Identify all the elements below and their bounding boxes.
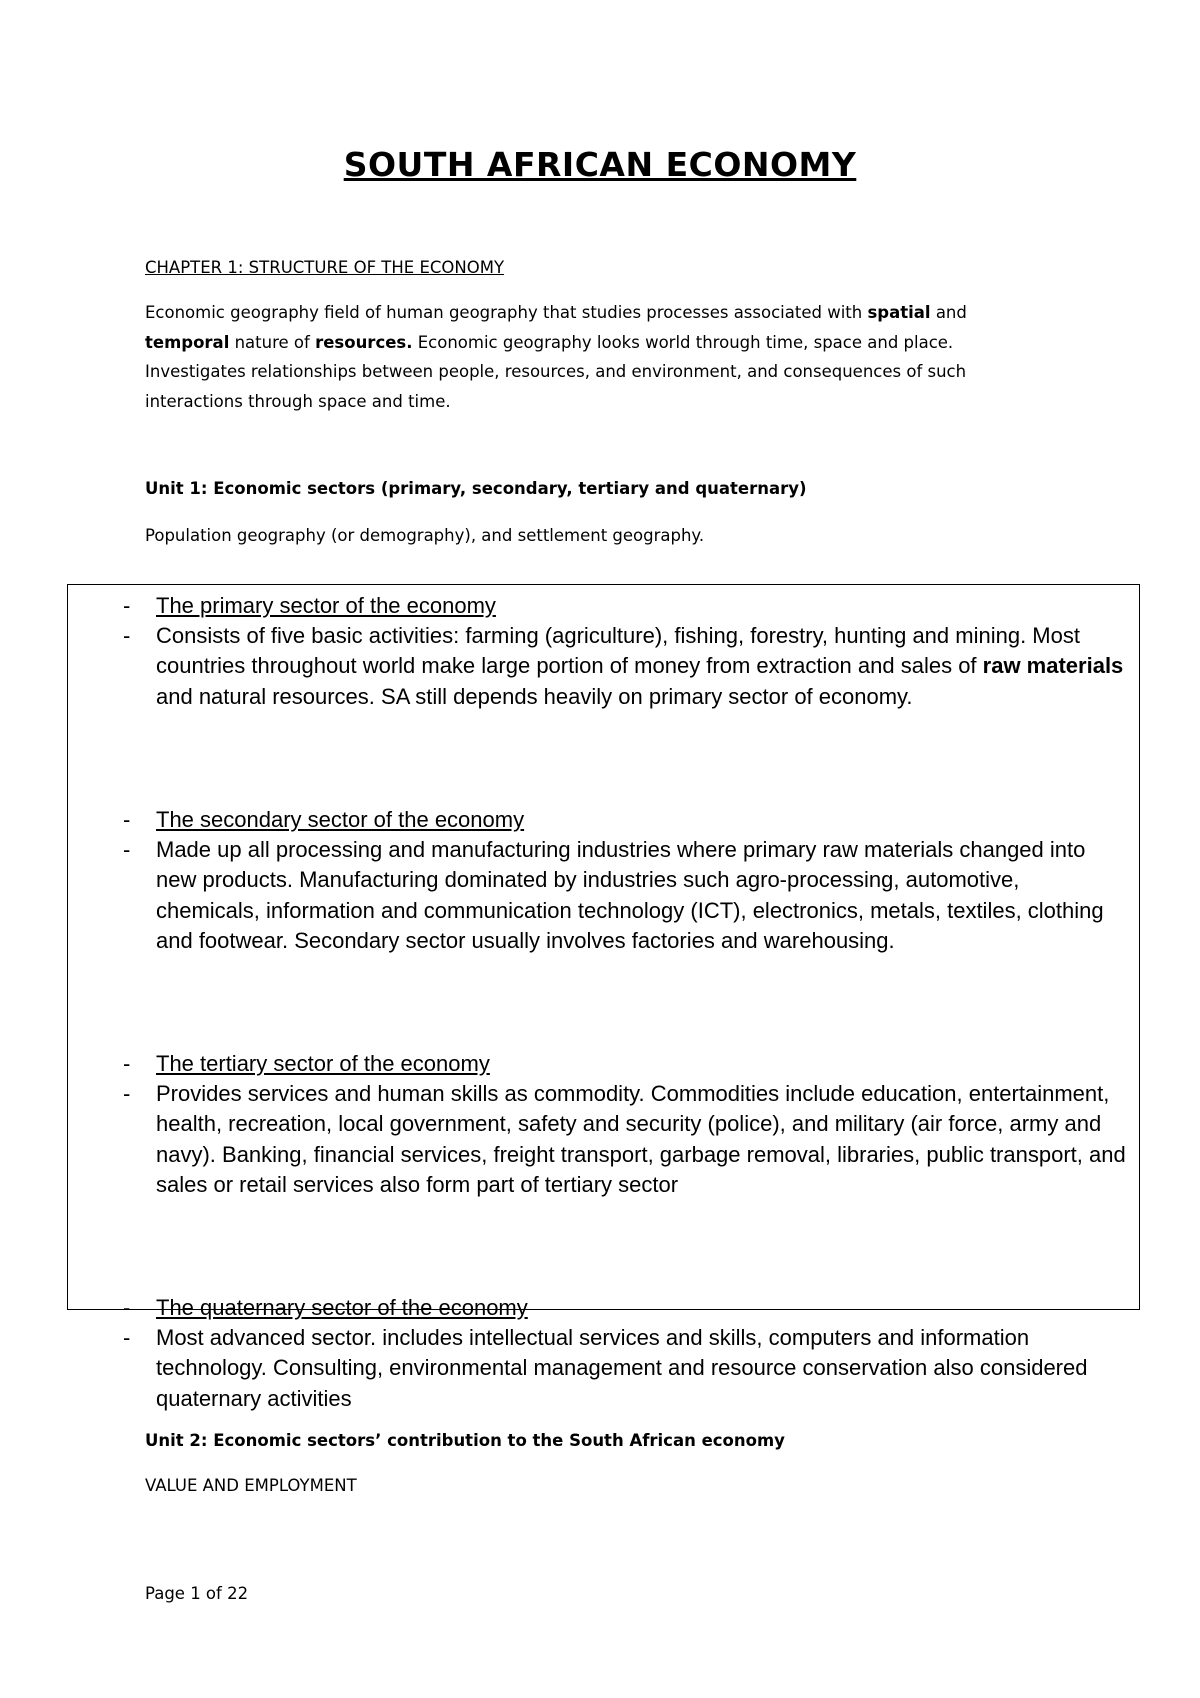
- intro-text-3: nature of: [229, 332, 316, 352]
- tertiary-text: Provides services and human skills as commodity. Commodities include education, entertainment, health, recreation, local government, safety and security (police), and military (air force, army and navy). Banking, financial services, freight transport, garbage removal, libraries, public transport, and sales or retail services also form part of tertiary sector: [156, 1081, 1126, 1198]
- dash-bullet: -: [123, 623, 131, 648]
- unit1-heading: Unit 1: Economic sectors (primary, secondary, tertiary and quaternary): [145, 479, 807, 498]
- primary-sector-heading: [123, 591, 1128, 621]
- primary-text-b: and natural resources. SA still depends heavily on primary sector of economy.: [156, 683, 913, 709]
- dash-bullet: -: [123, 593, 131, 618]
- tertiary-sector-heading: [123, 1049, 1128, 1079]
- chapter-heading: CHAPTER 1: STRUCTURE OF THE ECONOMY: [145, 258, 505, 277]
- intro-bold-resources: resources.: [315, 332, 413, 352]
- value-employment-heading: VALUE AND EMPLOYMENT: [145, 1476, 357, 1495]
- page-number: Page 1 of 22: [145, 1584, 249, 1603]
- quaternary-heading-text: The quaternary sector of the economy: [156, 1295, 528, 1320]
- primary-text-a: Consists of five basic activities: farming (agriculture), fishing, forestry, hunting and mining. Most countries throughout world make large portion of money from extraction and sales of: [156, 623, 1080, 679]
- intro-text-4: Economic geography looks world through time, space and place. Investigates relationships between people, resources, and environment, and consequences of such interactions through space and time.: [145, 332, 967, 411]
- unit2-heading: Unit 2: Economic sectors’ contribution to the South African economy: [145, 1431, 785, 1450]
- primary-heading-text: The primary sector of the economy: [156, 593, 496, 618]
- secondary-heading-text: The secondary sector of the economy: [156, 807, 525, 832]
- secondary-sector-text: [123, 835, 1128, 957]
- primary-sector-text: [123, 621, 1128, 712]
- population-geography-line: Population geography (or demography), and settlement geography.: [145, 526, 705, 545]
- quaternary-sector-text: [123, 1323, 1128, 1414]
- intro-bold-spatial: spatial: [867, 303, 931, 322]
- intro-text-1: Economic geography field of human geography that studies processes associated with: [145, 303, 868, 322]
- primary-text-bold: raw materials: [982, 653, 1124, 679]
- tertiary-sector-text: [123, 1079, 1128, 1201]
- dash-bullet: -: [123, 1325, 131, 1350]
- quaternary-text: Most advanced sector. includes intellectual services and skills, computers and information technology. Consulting, environmental management and resource conservation also considered quaternary activities: [156, 1325, 1088, 1411]
- dash-bullet: -: [123, 1081, 131, 1106]
- dash-bullet: -: [123, 807, 131, 832]
- secondary-sector-heading: [123, 805, 1128, 835]
- dash-bullet: -: [123, 1051, 131, 1076]
- quaternary-sector-heading: [123, 1293, 1128, 1323]
- tertiary-heading-text: The tertiary sector of the economy: [156, 1051, 490, 1076]
- page-title: SOUTH AFRICAN ECONOMY: [343, 145, 857, 184]
- intro-paragraph: [145, 298, 1055, 416]
- dash-bullet: -: [123, 1295, 131, 1320]
- secondary-text: Made up all processing and manufacturing industries where primary raw materials changed into new products. Manufacturing dominated by industries such agro-processing, automotive, chemicals, information and communication technology (ICT), electronics, metals, textiles, clothing and footwear. Secondary sector usually involves factories and warehousing.: [156, 837, 1104, 954]
- intro-bold-temporal: temporal: [145, 332, 230, 352]
- intro-text-2: and: [930, 303, 967, 322]
- dash-bullet: -: [123, 837, 131, 862]
